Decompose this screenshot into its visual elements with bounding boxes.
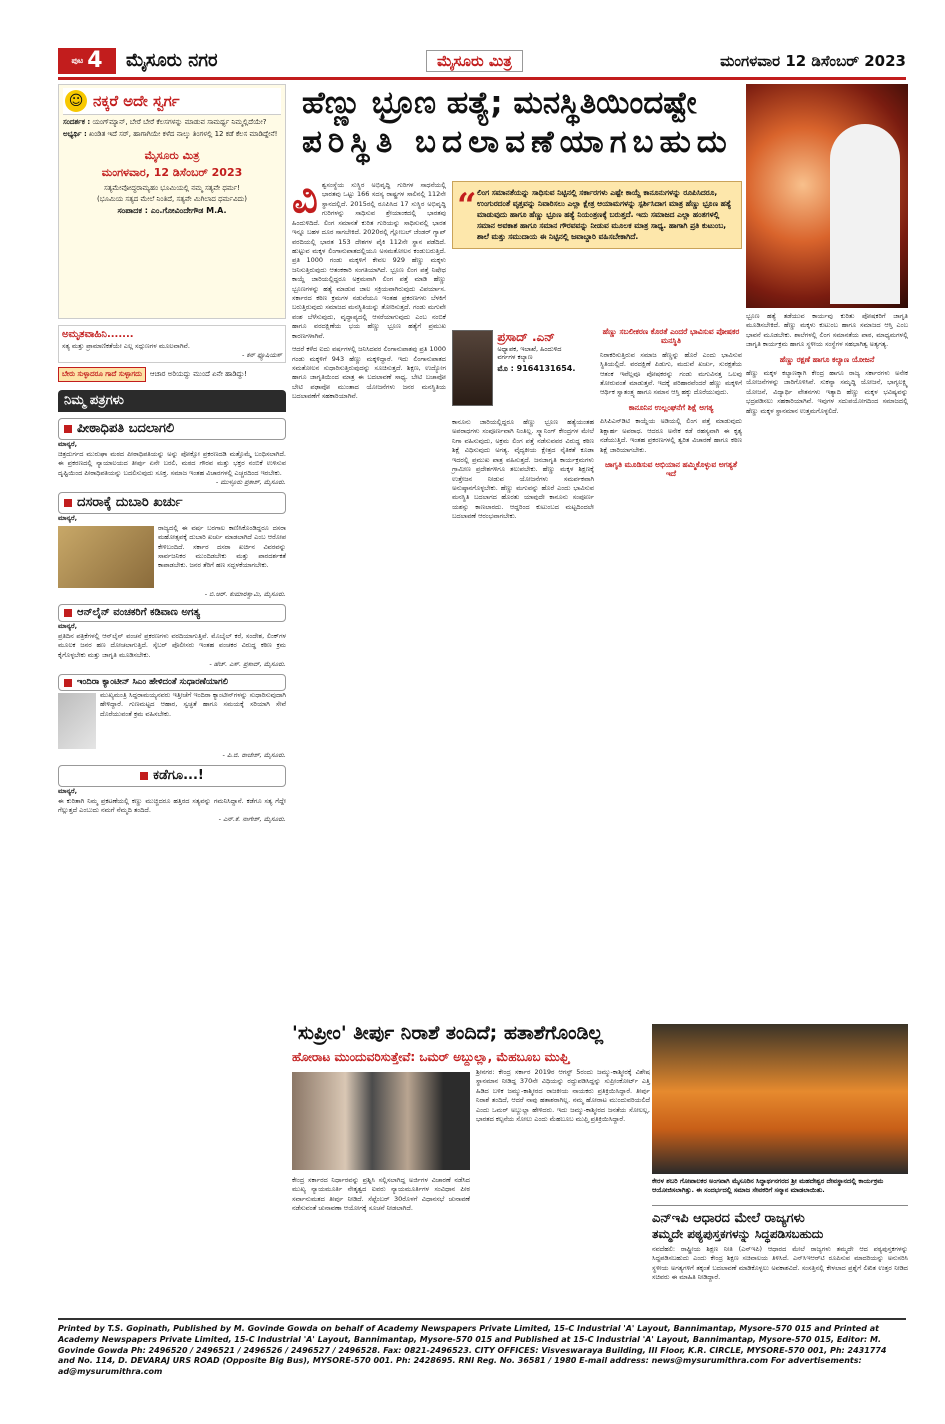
quote-title: ಅಮೃತವಾಹಿನಿ.......	[62, 329, 134, 340]
article-col-1b-text: ಆದರೆ ಕಳೆದ ಐದು ವರ್ಷಗಳಲ್ಲಿ ಜನಿಸಿದವರ ಲಿಂಗಾನುಪಾತವು ಪ್ರತಿ 1000 ಗಂಡು ಮಕ್ಕಳಿಗೆ 943 ಹೆಣ್ಣು ಮಕ್ಕಳಿದ್ದಾರೆ. ಇದು ಲಿಂಗಾನುಪಾತದ ಸಮತೋಲನ ಸುಧಾರಿಸುತ್ತಿರುವುದನ್ನು ಸೂಚಿಸುತ್ತದೆ. ಶಿಕ್ಷಣ, ಉದ್ಯೋಗ ಹಾಗೂ ಜಾಗೃತಿಯಿಂದ ಮಾತ್ರ ಈ ಬದಲಾವಣೆ ಸಾಧ್ಯ. ಬೇಟಿ ಬಚಾವೋ ಬೇಟಿ ಪಢಾವೋ ಮುಂತಾದ ಯೋಜನೆಗಳು ಜನರ ಮನಸ್ಥಿತಿಯ ಬದಲಾವಣೆಗೆ ಸಹಕಾರಿಯಾಗಿವೆ.	[292, 345, 446, 401]
header-rule	[58, 77, 906, 80]
joke-q-label: ಸಂದರ್ಶಕ :	[63, 118, 91, 126]
letter-5-body: ಈ ಕುರಿತಾಗಿ ನಿಮ್ಮ ಪ್ರಕಟಣೆಯಲ್ಲಿ ಕಣ್ಣು ಮುಚ್ಚಿದರೂ ಹತ್ತಿರದ ಸತ್ಯವನ್ನು ಗಮನಿಸಿದ್ದಾನೆ. ಕಡೆಗೂ ಸತ್ಯ ಗೆದ್ದೇ ಗೆಲ್ಲುತ್ತದೆ ಎಂಬುದು ನಮಗೆ ನೆಮ್ಮದಿ ತಂದಿದೆ.	[58, 796, 286, 815]
joke-a-label: ಅಭ್ಯರ್ಥಿ :	[63, 129, 87, 138]
masthead-date: ಮಂಗಳವಾರ, 12 ಡಿಸೆಂಬರ್ 2023	[101, 166, 243, 180]
letter-3-title: ಆನ್‌ಲೈನ್ ವಂಚಕರಿಗೆ ಕಡಿವಾಣ ಅಗತ್ಯ	[77, 606, 200, 618]
joke-content	[63, 118, 281, 139]
issue-date: ಮಂಗಳವಾರ 12 ಡಿಸೆಂಬರ್ 2023	[720, 51, 906, 70]
bullet-icon	[64, 679, 72, 687]
photo-caption: ಕೇರಳ ಶಬರಿ ಗೋಪಾಲಕರ ಅಂಗವಾಗಿ ಮೈಸೂರಿನ ಸಿದ್ಧಾರ್ಥನಗರದ ಶ್ರೀ ಮಹದೇಶ್ವರ ದೇವಸ್ಥಾನದಲ್ಲಿ ಕಾರ್ಯಕ್ರಮ ಆಯೋಜಿಸಲಾಗಿತ್ತು. ಈ ಸಂದರ್ಭದಲ್ಲಿ ಸಮಾಜ ಸೇವಕರಿಗೆ ಸನ್ಮಾನ ಮಾಡಲಾಯಿತು.	[652, 1177, 884, 1194]
article-column-3	[600, 322, 742, 484]
masthead-motto: ಸತ್ಯಮೇವೋದ್ಧರಾಮ್ಯಹಂ ಭೂಮಿಯಲ್ಲಿ ನಮ್ಮ ಸತ್ಯವೇ ಧರ್ಮ!	[104, 184, 240, 192]
letter-4-title-bar	[58, 674, 286, 691]
bullet-icon	[140, 772, 148, 780]
letter-2	[58, 492, 286, 598]
proverb-tag: ಬೇರು ಸುಳ್ಳಾದರೂ ಗಾದೆ ಸುಳ್ಳಾಗದು	[58, 367, 146, 382]
supreme-court-article	[292, 1022, 650, 1213]
dasara-photo	[58, 526, 154, 588]
letter-5-salute: ಮಾನ್ಯರೆ,	[58, 787, 78, 796]
supreme-body-left: ಕೇಂದ್ರ ಸರ್ಕಾರದ ನಿರ್ಧಾರವನ್ನು ಪ್ರಶ್ನಿಸಿ ಸಲ್ಲಿಸಲಾಗಿದ್ದ ಅರ್ಜಿಗಳ ವಿಚಾರಣೆ ನಡೆಸಿದ ಮುಖ್ಯ ನ್ಯಾಯಮೂರ್ತಿ ನೇತೃತ್ವದ ಐವರು ನ್ಯಾಯಮೂರ್ತಿಗಳ ಸಂವಿಧಾನ ಪೀಠ ಸರ್ವಾನುಮತದ ತೀರ್ಪು ನೀಡಿದೆ. ಸೆಪ್ಟೆಂಬರ್ 30ರೊಳಗೆ ವಿಧಾನಸಭೆ ಚುನಾವಣೆ ನಡೆಸುವಂತೆ ಚುನಾವಣಾ ಆಯೋಗಕ್ಕೆ ಸೂಚನೆ ನೀಡಲಾಗಿದೆ.	[292, 1176, 470, 1213]
masthead-logo: ಮೈಸೂರು ಮಿತ್ರ	[144, 148, 200, 162]
page-label: ಪುಟ	[71, 56, 84, 65]
author-info	[497, 330, 577, 412]
imprint-footer: Printed by T.S. Gopinath, Published by M. Govinde Gowda on behalf of Academy Newspapers Private Limited, 15-C Industrial 'A' Layout, Bannimantap, Mysore-570 015 and Printed at Academy Newspapers Private Limited, 15-C Industrial 'A' Layout, Bannimantap, Mysore-570 015 and Published at 15-C Industrial 'A' Layout, Bannimantap, Mysore-570 015, Editor: M. Govinde Gowda Ph: 2496520 / 2496521 / 2496526 / 2496527 / 2496528. Fax: 0821-2496523. CITY OFFICES: Visveswaraya Building, III Floor, K.R. CIRCLE, MYSORE-570 001, Ph: 2431774 and No. 114, D. DEVARAJ URS ROAD (Opposite Big Bus), MYSORE-570 001. Ph: 2428695. RNI Reg. No. 36581 / 1980 E-mail address: news@mysurumithra.com For advertisements: ad@mysurumithra.com	[58, 1318, 906, 1378]
article-col-4-text: ಭ್ರೂಣ ಹತ್ಯೆ ತಡೆಯುವ ಕಾರ್ಯವು ಕುರಿತು ಪೋಷಕರಿಗೆ ಜಾಗೃತಿ ಮೂಡಿಸಬೇಕಿದೆ. ಹೆಣ್ಣು ಮಕ್ಕಳು ಕುಟುಂಬ ಹಾಗೂ ಸಮಾಜದ ಆಸ್ತಿ ಎಂಬ ಭಾವನೆ ಮೂಡಬೇಕು. ಶಾಲೆಗಳಲ್ಲಿ ಲಿಂಗ ಸಮಾನತೆಯ ಪಾಠ, ಮಾಧ್ಯಮಗಳಲ್ಲಿ ಜಾಗೃತಿ ಕಾರ್ಯಕ್ರಮ ಹಾಗೂ ಸ್ಥಳೀಯ ಸಂಸ್ಥೆಗಳ ಸಹಭಾಗಿತ್ವ ಅತ್ಯಗತ್ಯ.	[746, 312, 908, 349]
main-headline-line-1: ಹೆಣ್ಣು ಭ್ರೂಣ ಹತ್ಯೆ; ಮನಸ್ಥಿತಿಯಿಂದಷ್ಟೇ	[302, 85, 697, 121]
author-name: ಪ್ರಸಾದ್ .ಎನ್	[497, 330, 555, 344]
article-column-4	[746, 312, 908, 416]
letter-3-title-bar	[58, 604, 286, 623]
page-number: 4	[87, 48, 103, 74]
article-column-1	[292, 176, 446, 402]
joke-box	[58, 84, 286, 319]
felicitation-photo	[652, 1024, 908, 1174]
proverb-text: ಆಚಾರ ಅರಿಯದ್ದು ಮುಂದೆ ಏನೇ ಹಾಡಿದ್ದು!	[149, 370, 248, 379]
pull-quote	[452, 181, 742, 249]
article-column-2	[452, 418, 594, 522]
letter-1-title: ಪೀಠಾಧಿಪತಿ ಬದಲಾಗಲಿ	[77, 421, 175, 437]
letter-1-title-bar	[58, 418, 286, 440]
nep-headline-1: ಎನ್‌ಇಪಿ ಆಧಾರದ ಮೇಲೆ ರಾಜ್ಯಗಳು	[652, 1205, 908, 1227]
article-col-2-text: ಕಾನೂನು ಜಾರಿಯಲ್ಲಿದ್ದರೂ ಹೆಣ್ಣು ಭ್ರೂಣ ಹತ್ಯೆಯಂತಹ ಅಪರಾಧಗಳು ಸಂಪೂರ್ಣವಾಗಿ ನಿಂತಿಲ್ಲ. ಸ್ಕ್ಯಾನಿಂಗ್ ಕೇಂದ್ರಗಳ ಮೇಲೆ ನಿಗಾ ವಹಿಸುವುದು, ಅಕ್ರಮ ಲಿಂಗ ಪತ್ತೆ ನಡೆಸುವವರ ವಿರುದ್ಧ ಕಠಿಣ ಶಿಕ್ಷೆ ವಿಧಿಸುವುದು ಅಗತ್ಯ. ವೈದ್ಯಕೀಯ ಕ್ಷೇತ್ರದ ನೈತಿಕತೆ ಕೂಡಾ ಇದರಲ್ಲಿ ಪ್ರಮುಖ ಪಾತ್ರ ವಹಿಸುತ್ತದೆ. ಜನಜಾಗೃತಿ ಕಾರ್ಯಕ್ರಮಗಳು ಗ್ರಾಮೀಣ ಪ್ರದೇಶಗಳಿಗೂ ತಲುಪಬೇಕು. ಹೆಣ್ಣು ಮಕ್ಕಳ ಶಿಕ್ಷಣಕ್ಕೆ ಉತ್ತೇಜನ ನೀಡುವ ಯೋಜನೆಗಳು ಸಮರ್ಪಕವಾಗಿ ಅನುಷ್ಠಾನಗೊಳ್ಳಬೇಕು. ಹೆಣ್ಣು ಮಗುವನ್ನು ಹೊರೆ ಎಂದು ಭಾವಿಸುವ ಮನಸ್ಥಿತಿ ಬದಲಾಗದ ಹೊರತು ಯಾವುದೇ ಕಾನೂನು ಸಂಪೂರ್ಣ ಯಶಸ್ಸು ಕಾಣಲಾರದು. ಆದ್ದರಿಂದ ಕುಟುಂಬದ ಮಟ್ಟದಿಂದಲೇ ಬದಲಾವಣೆ ಆರಂಭವಾಗಬೇಕು.	[452, 418, 594, 521]
main-article	[292, 84, 744, 521]
article-col-1-text: ಶ್ವಸಂಸ್ಥೆಯ ಸುಸ್ಥಿರ ಅಭಿವೃದ್ಧಿ ಗುರಿಗಳ ಸಾಧನೆಯಲ್ಲಿ ಭಾರತವು ಒಟ್ಟು 166 ಸದಸ್ಯ ರಾಷ್ಟ್ರಗಳ ಸಾಲಿನಲ್ಲಿ 112ನೇ ಸ್ಥಾನದಲ್ಲಿದೆ. 2015ರಲ್ಲಿ ರೂಪಿಸಿದ 17 ಸುಸ್ಥಿರ ಅಭಿವೃದ್ಧಿ ಗುರಿಗಳನ್ನು ಸಾಧಿಸುವ ಶ್ರೇಯಾಂಕದಲ್ಲಿ ಭಾರತವು ಹಿಂದುಳಿದಿದೆ. ಲಿಂಗ ಸಮಾನತೆ ಕುರಿತ ಗುರಿಯನ್ನು ಸಾಧಿಸುವಲ್ಲಿ ಭಾರತ ಇನ್ನೂ ಬಹಳ ದೂರ ಸಾಗಬೇಕಿದೆ. 2020ರಲ್ಲಿ ಗ್ಲೋಬಲ್ ಜೆಂಡರ್ ಗ್ಯಾಪ್ ವರದಿಯಲ್ಲಿ ಭಾರತ 153 ದೇಶಗಳ ಪೈಕಿ 112ನೇ ಸ್ಥಾನ ಪಡೆದಿದೆ. ಹುಟ್ಟುವ ಮಕ್ಕಳ ಲಿಂಗಾನುಪಾತದಲ್ಲಿಯೂ ಅಸಮತೋಲನ ಕಂಡುಬರುತ್ತಿದೆ. ಪ್ರತಿ 1000 ಗಂಡು ಮಕ್ಕಳಿಗೆ ಕೇವಲ 929 ಹೆಣ್ಣು ಮಕ್ಕಳು ಜನಿಸುತ್ತಿರುವುದು ಆತಂಕಕಾರಿ ಸಂಗತಿಯಾಗಿದೆ. ಭ್ರೂಣ ಲಿಂಗ ಪತ್ತೆ ನಿಷೇಧ ಕಾಯ್ದೆ ಜಾರಿಯಲ್ಲಿದ್ದರೂ ಅಕ್ರಮವಾಗಿ ಲಿಂಗ ಪತ್ತೆ ಮಾಡಿ ಹೆಣ್ಣು ಭ್ರೂಣಗಳನ್ನು ಹತ್ಯೆ ಮಾಡುವ ಜಾಲ ಸಕ್ರಿಯವಾಗಿರುವುದು ವಿಪರ್ಯಾಸ. ಸರ್ಕಾರದ ಕಠಿಣ ಕ್ರಮಗಳ ನಡುವೆಯೂ ಇಂತಹ ಪ್ರಕರಣಗಳು ಬೆಳಕಿಗೆ ಬರುತ್ತಿರುವುದು ಸಮಾಜದ ಮನಸ್ಥಿತಿಯನ್ನು ತೋರಿಸುತ್ತದೆ. ಗಂಡು ಮಗುವೇ ವಂಶ ಬೆಳೆಸುವುದು, ವೃದ್ಧಾಪ್ಯದಲ್ಲಿ ಆಸರೆಯಾಗುವುದು ಎಂಬ ನಂಬಿಕೆ ಹಾಗೂ ವರದಕ್ಷಿಣೆಯ ಭಯ ಹೆಣ್ಣು ಭ್ರೂಣ ಹತ್ಯೆಗೆ ಪ್ರಮುಖ ಕಾರಣಗಳಾಗಿವೆ.	[292, 181, 446, 340]
letter-5-signature: - ಎನ್.ಕೆ. ನಾಗೇಶ್, ಮೈಸೂರು.	[218, 815, 286, 824]
article-col-3b-text: ಪಿಸಿಪಿಎನ್‌ಡಿಟಿ ಕಾಯ್ದೆಯ ಅಡಿಯಲ್ಲಿ ಲಿಂಗ ಪತ್ತೆ ಮಾಡುವುದು ಶಿಕ್ಷಾರ್ಹ ಅಪರಾಧ. ಆದರೂ ಅನೇಕ ಕಡೆ ರಹಸ್ಯವಾಗಿ ಈ ಕೃತ್ಯ ನಡೆಯುತ್ತಿದೆ. ಇಂತಹ ಪ್ರಕರಣಗಳಲ್ಲಿ ತ್ವರಿತ ವಿಚಾರಣೆ ಹಾಗೂ ಕಠಿಣ ಶಿಕ್ಷೆ ಜಾರಿಯಾಗಬೇಕು.	[600, 417, 742, 454]
letters-section-header: ನಿಮ್ಮ ಪತ್ರಗಳು	[58, 390, 286, 412]
quote-author: - ಕನ್ ಫ್ಯೂಷಿಯಸ್	[242, 350, 282, 359]
proverb-box	[58, 367, 286, 382]
section-title: ಮೈಸೂರು ನಗರ	[126, 49, 218, 71]
article-col-3-text: ನಿರಾಕರಿಸುತ್ತಿರುವ ಸಮಾಜ ಹೆಣ್ಣನ್ನು ಹೊರೆ ಎಂದು ಭಾವಿಸುವ ಸ್ಥಿತಿಯಲ್ಲಿದೆ. ವರದಕ್ಷಿಣೆ ಪಿಡುಗು, ಮದುವೆ ಖರ್ಚು, ಸುರಕ್ಷತೆಯ ಆತಂಕ ಇವೆಲ್ಲವೂ ಪೋಷಕರನ್ನು ಗಂಡು ಮಗುವಿನತ್ತ ಒಲವು ತೋರುವಂತೆ ಮಾಡುತ್ತವೆ. ಇದಕ್ಕೆ ಪರಿಹಾರವೆಂದರೆ ಹೆಣ್ಣು ಮಕ್ಕಳಿಗೆ ಆರ್ಥಿಕ ಸ್ವಾತಂತ್ರ್ಯ ಹಾಗೂ ಸಮಾನ ಆಸ್ತಿ ಹಕ್ಕು ದೊರೆಯುವುದು.	[600, 350, 742, 397]
supreme-body-right: ಶ್ರೀನಗರ: ಕೇಂದ್ರ ಸರ್ಕಾರ 2019ರ ಆಗಸ್ಟ್ 5ರಂದು ಜಮ್ಮು-ಕಾಶ್ಮೀರಕ್ಕೆ ವಿಶೇಷ ಸ್ಥಾನಮಾನ ನೀಡಿದ್ದ 370ನೇ ವಿಧಿಯನ್ನು ರದ್ದುಪಡಿಸಿದ್ದನ್ನು ಸುಪ್ರೀಂಕೋರ್ಟ್ ಎತ್ತಿ ಹಿಡಿದ ಬಳಿಕ ಜಮ್ಮು-ಕಾಶ್ಮೀರದ ರಾಜಕೀಯ ನಾಯಕರು ಪ್ರತಿಕ್ರಿಯಿಸಿದ್ದಾರೆ. ತೀರ್ಪು ನಿರಾಶೆ ತಂದಿದೆ, ಆದರೆ ನಾವು ಹತಾಶರಾಗಿಲ್ಲ. ನಮ್ಮ ಹೋರಾಟ ಮುಂದುವರಿಯಲಿದೆ ಎಂದು ಒಮರ್ ಅಬ್ದುಲ್ಲಾ ಹೇಳಿದರು. ಇದು ಜಮ್ಮು-ಕಾಶ್ಮೀರದ ಜನತೆಯ ಸೋಲಲ್ಲ, ಭಾರತದ ಕಲ್ಪನೆಯ ಸೋಲು ಎಂದು ಮೆಹಬೂಬ ಮುಫ್ತಿ ಪ್ರತಿಕ್ರಿಯಿಸಿದ್ದಾರೆ.	[476, 1068, 650, 1124]
joke-title: ನಕ್ಕರೆ ಅದೇ ಸ್ವರ್ಗ	[93, 91, 180, 110]
letter-2-body: ರಾಜ್ಯದಲ್ಲಿ ಈ ವರ್ಷ ಬರಗಾಲ ಕಾಣಿಸಿಕೊಂಡಿದ್ದರೂ ದಸರಾ ಮಹೋತ್ಸವಕ್ಕೆ ದುಬಾರಿ ಖರ್ಚು ಮಾಡಲಾಗಿದೆ ಎಂಬ ಆರೋಪ ಕೇಳಿಬಂದಿದೆ. ಸರ್ಕಾರ ದಸರಾ ಖರ್ಚಿನ ವಿವರವನ್ನು ಸಾರ್ವಜನಿಕರ ಮುಂದಿಡಬೇಕು ಮತ್ತು ಪಾರದರ್ಶಕತೆ ಕಾಪಾಡಬೇಕು. ಜನರ ತೆರಿಗೆ ಹಣ ಸದ್ಬಳಕೆಯಾಗಬೇಕು.	[158, 523, 286, 570]
letter-2-salute: ಮಾನ್ಯರೆ,	[58, 514, 78, 523]
subheading-2: ಕಾನೂನಿನ ಉಲ್ಲಂಘನೆಗೆ ಶಿಕ್ಷೆ ಅಗತ್ಯ	[628, 402, 714, 412]
letter-3-signature: - ಹೆಚ್. ಎಸ್. ಪ್ರಸಾದ್, ಮೈಸೂರು.	[209, 660, 286, 669]
letter-1	[58, 418, 286, 486]
quote-text: ಸತ್ಯ ಮತ್ತು ಪ್ರಾಮಾಣಿಕತೆಯೇ ಎಲ್ಲ ಸದ್ಗುಣಗಳ ಮೂಲವಾಗಿವೆ.	[62, 341, 190, 350]
pull-quote-text: ಲಿಂಗ ಸಮಾನತೆಯನ್ನು ಸಾಧಿಸುವ ನಿಟ್ಟಿನಲ್ಲಿ ಸರ್ಕಾರಗಳು ಎಷ್ಟೇ ಕಾಯ್ದೆ ಕಾನೂನುಗಳನ್ನು ರೂಪಿಸಿದರೂ, ಉಂಗುರದಂತೆ ವೃತ್ತವನ್ನು ನಿವಾರಿಸಲು ಎಲ್ಲಾ ಕ್ಷೇತ್ರ ಆಯಾಮಗಳನ್ನು ಸ್ಪರ್ಶಿಸಿದಾಗ ಮಾತ್ರ ಹೆಣ್ಣು ಭ್ರೂಣ ಹತ್ಯೆ ಮಾಡುವುದು ಹಾಗೂ ಹೆಣ್ಣು ಭ್ರೂಣ ಹತ್ಯೆ ನಿಯಂತ್ರಣಕ್ಕೆ ಬರುತ್ತದೆ. ಇದು ಸಮಾಜದ ಎಲ್ಲಾ ಹಂತಗಳಲ್ಲಿ ಸಮಾನ ಅವಕಾಶ ಹಾಗೂ ಸಮಾನ ಗೌರವವನ್ನು ನೀಡುವ ಮೂಲಕ ಮಾತ್ರ ಸಾಧ್ಯ. ಹಾಗಾಗಿ ಪ್ರತಿ ಕುಟುಂಬ, ಶಾಲೆ ಮತ್ತು ಸಮುದಾಯ ಈ ನಿಟ್ಟಿನಲ್ಲಿ ಜವಾಬ್ದಾರಿ ವಹಿಸಬೇಕಾಗಿದೆ.	[477, 188, 732, 241]
masthead-editor: ಸಂಪಾದಕ : ಎಂ.ಗೋವಿಂದೇಗೌಡ M.A.	[117, 205, 227, 215]
newspaper-logo: ಮೈಸೂರು ಮಿತ್ರ	[426, 50, 523, 73]
letter-3	[58, 604, 286, 668]
author-phone: ಮೊ : 9164131654.	[497, 364, 576, 374]
main-headline-line-2: ಪರಿಸ್ಥಿತಿ ಬದಲಾವಣೆಯಾಗಬಹುದು	[302, 123, 733, 160]
letter-1-signature: - ಮುಳ್ಳೂರು ಪ್ರಕಾಶ್, ಮೈಸೂರು.	[215, 477, 286, 486]
supreme-headline: 'ಸುಪ್ರೀಂ' ತೀರ್ಪು ನಿರಾಶೆ ತಂದಿದೆ; ಹತಾಶೆಗೊಂಡಿಲ್ಲ	[292, 1022, 604, 1044]
letter-5-title-bar	[58, 765, 286, 787]
page-header	[58, 47, 906, 75]
joke-answer: ಖಂಡಿತ ಇದೆ ಸರ್, ಹಾಗಾಗಿಯೇ ಕಳೆದ ನಾಲ್ಕು ತಿಂಗಳಲ್ಲಿ 12 ಕಡೆ ಕೆಲಸ ಮಾಡಿದ್ದೇನೆ!	[88, 129, 278, 138]
page-number-box	[58, 48, 116, 74]
quote-box	[58, 325, 286, 363]
joke-question: ಯಂಗ್‌ಮ್ಯಾನ್, ಬೇರೆ ಬೇರೆ ಕೆಲಸಗಳನ್ನು ಮಾಡುವ ಸಾಮರ್ಥ್ಯ ನಿಮ್ಮಲ್ಲಿದೆಯೇ?	[92, 118, 267, 126]
laughing-face-icon: ☺	[65, 90, 87, 112]
statue-photo	[58, 693, 96, 749]
joke-title-bar	[63, 88, 281, 115]
letter-2-signature: - ಬಿ.ಆರ್. ಕುಮಾರಸ್ವಾಮಿ, ಮೈಸೂರು.	[204, 589, 286, 598]
letter-4-signature: - ಪಿ.ಜಿ. ರಾಜೇಶ್, ಮೈಸೂರು.	[222, 750, 286, 759]
masthead-motto-sub: (ಭೂಮಿಯ ಸತ್ಯದ ಮೇಲೆ ನಿಂತಿದೆ, ಸತ್ಯವೇ ಮಿಗಿಲಾದ ಧರ್ಮವಿದು)	[97, 194, 247, 203]
letter-3-salute: ಮಾನ್ಯರೆ,	[58, 622, 78, 631]
bullet-icon	[64, 609, 72, 617]
letter-5	[58, 765, 286, 824]
subheading-1: ಹೆಣ್ಣು ಸಬಲೀಕರಣ ಕೊರತೆ ಎಂದರೆ ಭಾವಿಸುವ ಪೋಷಕರ ಮನಸ್ಥಿತಿ	[602, 327, 740, 346]
subheading-4: ಹೆಣ್ಣು ರಕ್ಷಣೆ ಹಾಗೂ ಕಲ್ಯಾಣ ಯೋಜನೆ	[779, 354, 875, 364]
author-byline	[452, 330, 577, 412]
letter-3-body: ಪ್ರತಿದಿನ ಪತ್ರಿಕೆಗಳಲ್ಲಿ ಆನ್‌ಲೈನ್ ವಂಚನೆ ಪ್ರಕರಣಗಳು ವರದಿಯಾಗುತ್ತಿವೆ. ಮೊಬೈಲ್ ಕರೆ, ಸಂದೇಶ, ಲಿಂಕ್‌ಗಳ ಮೂಲಕ ಜನರ ಹಣ ದೋಚಲಾಗುತ್ತಿದೆ. ಸೈಬರ್ ಪೊಲೀಸರು ಇಂತಹ ವಂಚಕರ ವಿರುದ್ಧ ಕಠಿಣ ಕ್ರಮ ಕೈಗೊಳ್ಳಬೇಕು ಮತ್ತು ಜಾಗೃತಿ ಮೂಡಿಸಬೇಕು.	[58, 631, 286, 659]
letter-1-salute: ಮಾನ್ಯರೆ,	[58, 440, 78, 449]
letter-4	[58, 674, 286, 759]
lower-right-section	[652, 1024, 908, 1282]
author-designation: ಅಧ್ಯಾಪಕ, ಇಲಾಖೆ, ಹಿಂದುಳಿದ ವರ್ಗಗಳ ಕಲ್ಯಾಣ	[497, 345, 562, 362]
letter-4-title: ಇಂದಿರಾ ಕ್ಯಾಂಟೀನ್ ಸಿಎಂ ಹೇಳಿದಂತೆ ಸುಧಾರಣೆಯಾಗಲಿ	[77, 677, 229, 688]
leaders-photo	[292, 1072, 470, 1170]
quote-mark-icon: “	[457, 186, 477, 226]
fetus-illustration	[746, 84, 908, 308]
mother-silhouette	[830, 124, 900, 304]
letter-1-body: ಚಿತ್ರದುರ್ಗದ ಮುರುಘಾ ಮಠದ ಪೀಠಾಧಿಪತಿಯನ್ನು ಅನ್ನು ಪೋಕ್ಸೋ ಪ್ರಕರಣದಡಿ ಮತ್ತೊಮ್ಮೆ ಬಂಧಿಸಲಾಗಿದೆ. ಈ ಪ್ರಕರಣದಲ್ಲಿ ನ್ಯಾಯಾಲಯದ ತೀರ್ಪು ಏನೇ ಬರಲಿ, ಮಠದ ಗೌರವ ಮತ್ತು ಭಕ್ತರ ನಂಬಿಕೆ ಉಳಿಸುವ ದೃಷ್ಟಿಯಿಂದ ಪೀಠಾಧಿಪತಿಯನ್ನು ಬದಲಿಸುವುದು ಸೂಕ್ತ. ಸಮಾಜ ಇಂತಹ ವಿಚಾರಗಳಲ್ಲಿ ಎಚ್ಚರದಿಂದ ಇರಬೇಕು.	[58, 449, 286, 477]
bullet-icon	[64, 499, 72, 507]
nep-headline-2: ತಮ್ಮದೇ ಪಠ್ಯಪುಸ್ತಕಗಳನ್ನು ಸಿದ್ಧಪಡಿಸಬಹುದು	[652, 1226, 824, 1241]
drop-cap: ವಿ	[292, 176, 318, 222]
supreme-subheadline: ಹೋರಾಟ ಮುಂದುವರಿಸುತ್ತೇವೆ: ಒಮರ್ ಅಬ್ದುಲ್ಲಾ, ಮೆಹಬೂಬ ಮುಫ್ತಿ	[292, 1049, 569, 1064]
letter-5-title: ಕಡೆಗೂ...!	[153, 767, 204, 783]
article-col-4b-text: ಹೆಣ್ಣು ಮಕ್ಕಳ ಕಲ್ಯಾಣಕ್ಕಾಗಿ ಕೇಂದ್ರ ಹಾಗೂ ರಾಜ್ಯ ಸರ್ಕಾರಗಳು ಅನೇಕ ಯೋಜನೆಗಳನ್ನು ಜಾರಿಗೊಳಿಸಿವೆ. ಸುಕನ್ಯಾ ಸಮೃದ್ಧಿ ಯೋಜನೆ, ಭಾಗ್ಯಲಕ್ಷ್ಮಿ ಯೋಜನೆ, ವಿದ್ಯಾರ್ಥಿ ವೇತನಗಳು ಇತ್ಯಾದಿ ಹೆಣ್ಣು ಮಕ್ಕಳ ಭವಿಷ್ಯವನ್ನು ಭದ್ರಪಡಿಸಲು ಸಹಕಾರಿಯಾಗಿವೆ. ಇವುಗಳ ಸದುಪಯೋಗದಿಂದ ಸಮಾಜದಲ್ಲಿ ಹೆಣ್ಣು ಮಕ್ಕಳ ಸ್ಥಾನಮಾನ ಉತ್ತಮಗೊಳ್ಳಲಿದೆ.	[746, 369, 908, 415]
bullet-icon	[64, 425, 72, 433]
letter-2-title: ದಸರಾಕ್ಕೆ ದುಬಾರಿ ಖರ್ಚು	[77, 495, 183, 511]
left-column	[58, 84, 286, 824]
letter-4-body: ಮುಖ್ಯಮಂತ್ರಿ ಸಿದ್ದರಾಮಯ್ಯನವರು ಇತ್ತೀಚೆಗೆ ಇಂದಿರಾ ಕ್ಯಾಂಟೀನ್‌ಗಳನ್ನು ಸುಧಾರಿಸುವುದಾಗಿ ಹೇಳಿದ್ದಾರೆ. ಗುಣಮಟ್ಟದ ಆಹಾರ, ಸ್ವಚ್ಛತೆ ಹಾಗೂ ಸಮಯಕ್ಕೆ ಸರಿಯಾಗಿ ಸೇವೆ ದೊರೆಯುವಂತೆ ಕ್ರಮ ವಹಿಸಬೇಕು.	[100, 690, 286, 718]
nep-body: ನವದೆಹಲಿ: ರಾಷ್ಟ್ರೀಯ ಶಿಕ್ಷಣ ನೀತಿ (ಎನ್‌ಇಪಿ) ಆಧಾರದ ಮೇಲೆ ರಾಜ್ಯಗಳು ತಮ್ಮದೇ ಆದ ಪಠ್ಯಪುಸ್ತಕಗಳನ್ನು ಸಿದ್ಧಪಡಿಸಬಹುದು ಎಂದು ಕೇಂದ್ರ ಶಿಕ್ಷಣ ಸಚಿವಾಲಯ ತಿಳಿಸಿದೆ. ಎನ್‌ಸಿಇಆರ್‌ಟಿ ರೂಪಿಸುವ ಮಾದರಿಯನ್ನು ಅನುಸರಿಸಿ ಸ್ಥಳೀಯ ಅಗತ್ಯಗಳಿಗೆ ತಕ್ಕಂತೆ ಬದಲಾವಣೆ ಮಾಡಿಕೊಳ್ಳಲು ಅವಕಾಶವಿದೆ. ಸಂಸತ್ತಿನಲ್ಲಿ ಕೇಳಲಾದ ಪ್ರಶ್ನೆಗೆ ಲಿಖಿತ ಉತ್ತರ ನೀಡಿದ ಸಚಿವರು ಈ ಮಾಹಿತಿ ನೀಡಿದ್ದಾರೆ.	[652, 1244, 908, 1282]
subheading-3: ಜಾಗೃತಿ ಮೂಡಿಸುವ ಅಭಿಯಾನ ಹಮ್ಮಿಕೊಳ್ಳುವ ಅಗತ್ಯತೆ ಇದೆ	[604, 459, 738, 479]
letter-2-title-bar	[58, 492, 286, 514]
author-photo	[452, 330, 493, 406]
